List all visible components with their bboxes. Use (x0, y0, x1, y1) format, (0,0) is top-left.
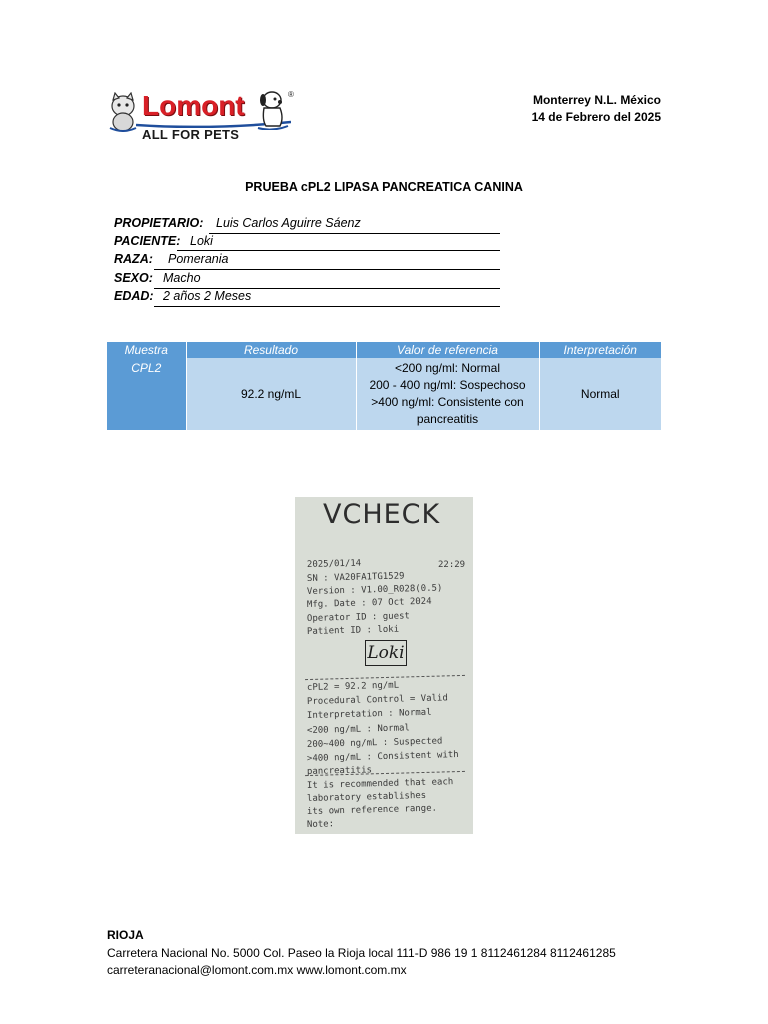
footer (107, 927, 616, 980)
receipt-result-line: pancreatitis (306, 765, 373, 777)
owner-label: PROPIETARIO: (114, 216, 204, 230)
receipt-line: Operator ID : guest (306, 611, 411, 624)
receipt-time: 22:29 (438, 560, 466, 570)
receipt-line: Mfg. Date : 07 Oct 2024 (306, 596, 432, 610)
cell-interpretation: Normal (539, 358, 661, 430)
document-title: PRUEBA cPL2 LIPASA PANCREATICA CANINA (245, 180, 523, 194)
receipt-line: SN : VA20FA1TG1529 (306, 571, 405, 584)
cell-reference (356, 358, 539, 430)
table-header-row (107, 342, 661, 358)
location: Monterrey N.L. México (532, 93, 661, 107)
header-interpretation: Interpretación (539, 342, 661, 358)
receipt-result-line: cPL2 = 92.2 ng/mL (306, 680, 400, 693)
reference-line: pancreatitis (416, 412, 479, 426)
receipt-result-line: It is recommended that each (306, 777, 454, 791)
receipt-result-line: Note: (306, 819, 335, 830)
age-underline (154, 306, 500, 307)
logo-wordmark: Lomont (142, 90, 245, 121)
company-logo (106, 88, 296, 146)
location-date-block (532, 92, 661, 126)
dog-mascot-icon (252, 88, 292, 130)
receipt-result-line: <200 ng/mL : Normal (306, 723, 411, 736)
receipt-result-line: >400 ng/mL : Consistent with (306, 750, 459, 764)
header-result: Resultado (186, 342, 356, 358)
receipt-result-line: Interpretation : Normal (306, 707, 432, 721)
analyzer-receipt-photo (295, 497, 473, 834)
breed-underline (154, 269, 500, 270)
logo-tagline: ALL FOR PETS (142, 127, 240, 142)
results-table (107, 342, 661, 430)
breed-label: RAZA: (114, 252, 153, 266)
receipt-brand: VCHECK (323, 499, 441, 530)
receipt-line: Patient ID : loki (306, 624, 400, 637)
cat-mascot-icon (106, 92, 140, 132)
receipt-result-line: Procedural Control = Valid (306, 693, 448, 707)
patient-value: Loki (190, 234, 213, 248)
patient-underline (177, 250, 500, 251)
patient-label: PACIENTE: (114, 234, 181, 248)
footer-address: Carretera Nacional No. 5000 Col. Paseo la Rioja local 111-D 986 19 1 8112461284 8112461285 (107, 945, 616, 960)
receipt-result-line: 200~400 ng/mL : Suspected (306, 736, 443, 750)
reference-line: >400 ng/ml: Consistente con (371, 395, 524, 409)
reference-line: 200 - 400 ng/ml: Sospechoso (369, 378, 526, 392)
header-reference: Valor de referencia (356, 342, 539, 358)
receipt-date: 2025/01/14 (306, 558, 362, 570)
handwritten-patient-name: Loki (365, 640, 407, 666)
footer-contact: carreteranacional@lomont.com.mx www.lomont.com.mx (107, 963, 407, 977)
breed-value: Pomerania (168, 252, 229, 266)
owner-value: Luis Carlos Aguirre Sáenz (216, 216, 361, 230)
cell-result: 92.2 ng/mL (186, 358, 356, 430)
receipt-line: Version : V1.00_R028(0.5) (306, 583, 443, 597)
age-value: 2 años 2 Meses (163, 289, 252, 303)
owner-underline (209, 233, 500, 234)
reference-line: <200 ng/ml: Normal (394, 361, 501, 375)
header-sample: Muestra (107, 342, 186, 358)
receipt-divider (305, 675, 465, 680)
sex-value: Macho (163, 271, 201, 285)
receipt-result-line: laboratory establishes (306, 790, 427, 804)
footer-branch: RIOJA (107, 928, 144, 942)
receipt-result-line: its own reference range. (306, 803, 438, 817)
registered-mark: ® (288, 90, 294, 99)
table-row (107, 358, 661, 430)
sex-label: SEXO: (114, 271, 153, 285)
report-date: 14 de Febrero del 2025 (531, 110, 661, 124)
age-label: EDAD: (114, 289, 154, 303)
cell-sample: CPL2 (107, 358, 186, 430)
